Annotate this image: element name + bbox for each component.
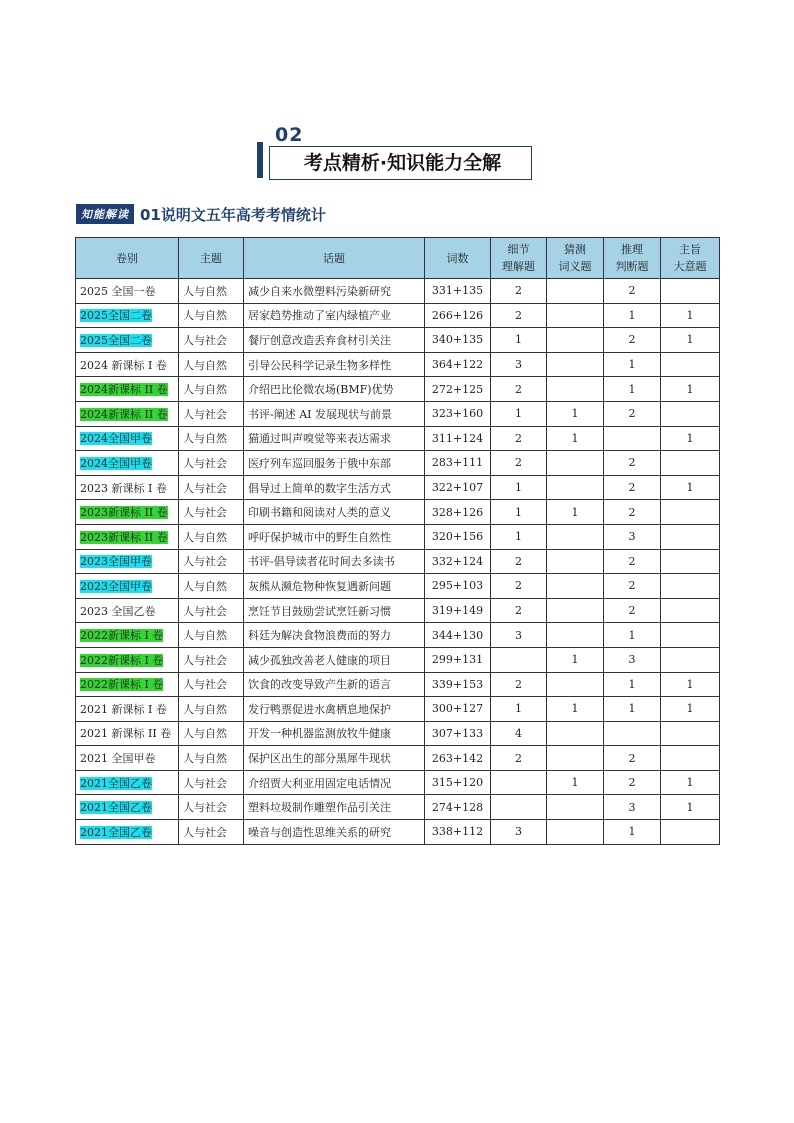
cell-theme: 人与社会: [179, 500, 244, 525]
cell-detail: [491, 795, 547, 820]
cell-detail: 3: [491, 623, 547, 648]
cell-main: 1: [661, 672, 720, 697]
cell-topic: 介绍巴比伦微农场(BMF)优势: [244, 377, 425, 402]
cell-words: 319+149: [425, 598, 491, 623]
cell-infer: 2: [604, 279, 661, 304]
cell-guess: 1: [547, 426, 604, 451]
cell-detail: 2: [491, 672, 547, 697]
paper-name: 全国甲卷: [108, 456, 152, 470]
cell-detail: 3: [491, 352, 547, 377]
paper-year: 2025: [80, 284, 108, 298]
paper-year: 2023: [80, 530, 108, 544]
cell-detail: 2: [491, 451, 547, 476]
paper-name: 全国甲卷: [111, 752, 156, 766]
cell-main: [661, 451, 720, 476]
table-row: [76, 328, 720, 353]
cell-topic: 科廷为解决食物浪费而的努力: [244, 623, 425, 648]
cell-paper: [76, 598, 179, 623]
cell-main: 1: [661, 697, 720, 722]
table-row: [76, 672, 720, 697]
cell-theme: 人与自然: [179, 746, 244, 771]
cell-detail: 1: [491, 475, 547, 500]
paper-year: 2024: [80, 456, 108, 470]
cell-detail: 2: [491, 426, 547, 451]
cell-words: 299+131: [425, 647, 491, 672]
cell-main: [661, 574, 720, 599]
cell-infer: 2: [604, 770, 661, 795]
cell-theme: 人与社会: [179, 328, 244, 353]
cell-detail: 2: [491, 303, 547, 328]
paper-year: 2025: [80, 309, 108, 323]
cell-paper: [76, 746, 179, 771]
paper-year: 2021: [80, 702, 108, 716]
cell-infer: 2: [604, 598, 661, 623]
cell-detail: 3: [491, 820, 547, 845]
header-topic: 话题: [244, 238, 425, 279]
cell-topic: 噪音与创造性思维关系的研究: [244, 820, 425, 845]
cell-infer: 1: [604, 820, 661, 845]
cell-main: [661, 279, 720, 304]
paper-year: 2021: [80, 727, 108, 741]
cell-main: [661, 524, 720, 549]
cell-words: 364+122: [425, 352, 491, 377]
cell-paper: [76, 623, 179, 648]
cell-theme: 人与自然: [179, 303, 244, 328]
cell-main: [661, 623, 720, 648]
paper-year: 2023: [80, 506, 108, 520]
cell-detail: 2: [491, 598, 547, 623]
header-words: 词数: [425, 238, 491, 279]
cell-theme: 人与自然: [179, 623, 244, 648]
cell-main: 1: [661, 475, 720, 500]
cell-infer: 2: [604, 549, 661, 574]
paper-year: 2022: [80, 629, 108, 643]
cell-guess: [547, 475, 604, 500]
cell-theme: 人与自然: [179, 352, 244, 377]
table-row: [76, 475, 720, 500]
table-header-row: [76, 238, 720, 279]
cell-theme: 人与自然: [179, 721, 244, 746]
cell-infer: 2: [604, 746, 661, 771]
paper-name: 新课标 I 卷: [111, 702, 167, 716]
table-row: [76, 352, 720, 377]
cell-paper: [76, 721, 179, 746]
cell-guess: [547, 623, 604, 648]
cell-main: [661, 746, 720, 771]
cell-detail: 2: [491, 746, 547, 771]
cell-topic: 倡导过上简单的数字生活方式: [244, 475, 425, 500]
paper-name: 新课标 I 卷: [108, 653, 164, 667]
cell-theme: 人与自然: [179, 697, 244, 722]
paper-name: 全国甲卷: [108, 432, 152, 446]
cell-paper: [76, 574, 179, 599]
cell-words: 323+160: [425, 401, 491, 426]
cell-main: 1: [661, 377, 720, 402]
paper-year: 2024: [80, 358, 108, 372]
cell-theme: 人与社会: [179, 598, 244, 623]
cell-guess: [547, 279, 604, 304]
cell-topic: 烹饪节目鼓励尝试烹饪新习惯: [244, 598, 425, 623]
cell-words: 332+124: [425, 549, 491, 574]
cell-paper: [76, 426, 179, 451]
table-row: [76, 598, 720, 623]
exam-stats-table: [75, 237, 720, 845]
table-row: [76, 451, 720, 476]
cell-theme: 人与社会: [179, 647, 244, 672]
cell-theme: 人与社会: [179, 770, 244, 795]
cell-topic: 开发一种机器监测放牧牛健康: [244, 721, 425, 746]
cell-detail: [491, 770, 547, 795]
cell-words: 331+135: [425, 279, 491, 304]
cell-guess: [547, 451, 604, 476]
cell-guess: [547, 721, 604, 746]
cell-topic: 印刷书籍和阅读对人类的意义: [244, 500, 425, 525]
paper-year: 2021: [80, 752, 108, 766]
cell-detail: 1: [491, 697, 547, 722]
cell-guess: [547, 549, 604, 574]
cell-main: 1: [661, 795, 720, 820]
table-row: [76, 279, 720, 304]
cell-words: 295+103: [425, 574, 491, 599]
cell-topic: 保护区出生的部分黑犀牛现状: [244, 746, 425, 771]
cell-theme: 人与社会: [179, 451, 244, 476]
banner-title: 考点精析·知识能力全解: [303, 152, 502, 174]
cell-main: 1: [661, 426, 720, 451]
cell-words: 311+124: [425, 426, 491, 451]
cell-main: 1: [661, 770, 720, 795]
cell-detail: 1: [491, 401, 547, 426]
paper-name: 全国二卷: [108, 333, 152, 347]
cell-main: [661, 820, 720, 845]
cell-guess: [547, 352, 604, 377]
cell-paper: [76, 770, 179, 795]
cell-paper: [76, 401, 179, 426]
cell-guess: [547, 820, 604, 845]
paper-name: 全国二卷: [108, 309, 152, 323]
section-banner: [257, 124, 539, 184]
cell-topic: 塑料垃圾制作雕塑作品引关注: [244, 795, 425, 820]
cell-paper: [76, 377, 179, 402]
table-row: [76, 746, 720, 771]
cell-guess: 1: [547, 401, 604, 426]
paper-year: 2021: [80, 801, 108, 815]
cell-theme: 人与自然: [179, 524, 244, 549]
table-row: [76, 500, 720, 525]
cell-paper: [76, 647, 179, 672]
table-row: [76, 426, 720, 451]
table-row: [76, 721, 720, 746]
table-row: [76, 697, 720, 722]
cell-main: [661, 598, 720, 623]
paper-name: 全国乙卷: [108, 801, 152, 815]
cell-paper: [76, 549, 179, 574]
paper-year: 2023: [80, 555, 108, 569]
header-theme: 主题: [179, 238, 244, 279]
cell-topic: 减少自来水微塑料污染新研究: [244, 279, 425, 304]
cell-infer: 2: [604, 574, 661, 599]
paper-name: 新课标 II 卷: [108, 530, 168, 544]
cell-guess: [547, 672, 604, 697]
paper-name: 新课标 I 卷: [111, 358, 167, 372]
cell-main: [661, 721, 720, 746]
cell-guess: 1: [547, 647, 604, 672]
paper-year: 2024: [80, 432, 108, 446]
cell-theme: 人与社会: [179, 401, 244, 426]
cell-theme: 人与自然: [179, 574, 244, 599]
cell-words: 283+111: [425, 451, 491, 476]
cell-detail: 2: [491, 549, 547, 574]
cell-topic: 发行鸭票促进水禽栖息地保护: [244, 697, 425, 722]
cell-infer: 3: [604, 795, 661, 820]
cell-words: 307+133: [425, 721, 491, 746]
cell-words: 338+112: [425, 820, 491, 845]
cell-paper: [76, 352, 179, 377]
cell-infer: 1: [604, 377, 661, 402]
cell-detail: 4: [491, 721, 547, 746]
header-paper: 卷别: [76, 238, 179, 279]
cell-guess: 1: [547, 500, 604, 525]
cell-paper: [76, 524, 179, 549]
cell-infer: 2: [604, 328, 661, 353]
table-row: [76, 770, 720, 795]
cell-detail: 2: [491, 574, 547, 599]
paper-year: 2024: [80, 383, 108, 397]
paper-name: 新课标 II 卷: [111, 727, 172, 741]
paper-year: 2022: [80, 678, 108, 692]
table-row: [76, 820, 720, 845]
cell-words: 300+127: [425, 697, 491, 722]
cell-infer: 3: [604, 647, 661, 672]
table-row: [76, 303, 720, 328]
cell-words: 266+126: [425, 303, 491, 328]
cell-words: 315+120: [425, 770, 491, 795]
cell-topic: 引导公民科学记录生物多样性: [244, 352, 425, 377]
paper-year: 2021: [80, 776, 108, 790]
cell-detail: 2: [491, 377, 547, 402]
cell-paper: [76, 500, 179, 525]
paper-name: 全国乙卷: [108, 776, 152, 790]
cell-main: 1: [661, 328, 720, 353]
cell-infer: 2: [604, 500, 661, 525]
cell-topic: 灰熊从濒危物种恢复遇新问题: [244, 574, 425, 599]
cell-words: 344+130: [425, 623, 491, 648]
cell-paper: [76, 279, 179, 304]
cell-theme: 人与社会: [179, 672, 244, 697]
header-detail: 细节 理解题: [491, 238, 547, 279]
cell-detail: 1: [491, 524, 547, 549]
paper-name: 新课标 II 卷: [108, 383, 168, 397]
cell-paper: [76, 303, 179, 328]
cell-topic: 居家趋势推动了室内绿植产业: [244, 303, 425, 328]
cell-infer: 3: [604, 524, 661, 549]
cell-paper: [76, 672, 179, 697]
paper-name: 新课标 II 卷: [108, 506, 168, 520]
cell-topic: 书评-倡导读者花时间去多读书: [244, 549, 425, 574]
cell-theme: 人与自然: [179, 279, 244, 304]
cell-infer: 1: [604, 352, 661, 377]
cell-theme: 人与社会: [179, 795, 244, 820]
paper-name: 新课标 II 卷: [108, 407, 168, 421]
cell-infer: 2: [604, 401, 661, 426]
paper-name: 全国乙卷: [111, 604, 156, 618]
cell-main: [661, 401, 720, 426]
cell-infer: 2: [604, 475, 661, 500]
cell-main: [661, 500, 720, 525]
cell-topic: 呼吁保护城市中的野生自然性: [244, 524, 425, 549]
cell-infer: [604, 721, 661, 746]
paper-year: 2025: [80, 333, 108, 347]
cell-paper: [76, 795, 179, 820]
cell-words: 274+128: [425, 795, 491, 820]
cell-words: 263+142: [425, 746, 491, 771]
paper-name: 全国一卷: [111, 284, 156, 298]
cell-infer: 1: [604, 697, 661, 722]
header-guess: 猜测 词义题: [547, 238, 604, 279]
cell-words: 272+125: [425, 377, 491, 402]
paper-year: 2023: [80, 579, 108, 593]
cell-paper: [76, 328, 179, 353]
cell-guess: 1: [547, 770, 604, 795]
cell-guess: [547, 746, 604, 771]
cell-words: 328+126: [425, 500, 491, 525]
cell-paper: [76, 451, 179, 476]
cell-infer: 2: [604, 451, 661, 476]
cell-guess: [547, 598, 604, 623]
cell-guess: [547, 377, 604, 402]
header-main: 主旨 大意题: [661, 238, 720, 279]
banner-number: 02: [275, 124, 304, 146]
cell-words: 340+135: [425, 328, 491, 353]
cell-main: [661, 647, 720, 672]
header-infer: 推理 判断题: [604, 238, 661, 279]
cell-topic: 减少孤独改善老人健康的项目: [244, 647, 425, 672]
cell-guess: [547, 574, 604, 599]
table-row: [76, 574, 720, 599]
section-title: 01说明文五年高考考情统计: [140, 205, 326, 224]
cell-guess: 1: [547, 697, 604, 722]
cell-detail: [491, 647, 547, 672]
cell-topic: 饮食的改变导致产生新的语言: [244, 672, 425, 697]
cell-infer: [604, 426, 661, 451]
cell-infer: 1: [604, 303, 661, 328]
cell-paper: [76, 820, 179, 845]
cell-detail: 2: [491, 279, 547, 304]
paper-year: 2023: [80, 481, 108, 495]
cell-guess: [547, 795, 604, 820]
cell-detail: 1: [491, 500, 547, 525]
cell-paper: [76, 475, 179, 500]
cell-detail: 1: [491, 328, 547, 353]
cell-guess: [547, 328, 604, 353]
cell-guess: [547, 303, 604, 328]
table-row: [76, 377, 720, 402]
cell-infer: 1: [604, 623, 661, 648]
cell-topic: 餐厅创意改造丢弃食材引关注: [244, 328, 425, 353]
table-row: [76, 524, 720, 549]
cell-words: 320+156: [425, 524, 491, 549]
cell-theme: 人与社会: [179, 475, 244, 500]
table-row: [76, 401, 720, 426]
paper-name: 全国乙卷: [108, 825, 152, 839]
table-row: [76, 623, 720, 648]
cell-guess: [547, 524, 604, 549]
paper-name: 新课标 I 卷: [108, 629, 164, 643]
cell-theme: 人与社会: [179, 549, 244, 574]
table-row: [76, 795, 720, 820]
cell-words: 322+107: [425, 475, 491, 500]
cell-topic: 书评-阐述 AI 发展现状与前景: [244, 401, 425, 426]
banner-accent-bar: [257, 142, 263, 178]
cell-paper: [76, 697, 179, 722]
cell-topic: 猫通过叫声嗅觉等来表达需求: [244, 426, 425, 451]
paper-name: 全国甲卷: [108, 555, 152, 569]
cell-topic: 介绍贾大利亚用固定电话情况: [244, 770, 425, 795]
cell-theme: 人与自然: [179, 377, 244, 402]
paper-year: 2024: [80, 407, 108, 421]
cell-theme: 人与社会: [179, 820, 244, 845]
paper-name: 全国甲卷: [108, 579, 152, 593]
cell-topic: 医疗列车巡回服务于俄中东部: [244, 451, 425, 476]
paper-year: 2021: [80, 825, 108, 839]
table-row: [76, 647, 720, 672]
cell-main: [661, 352, 720, 377]
cell-main: 1: [661, 303, 720, 328]
paper-name: 新课标 I 卷: [108, 678, 164, 692]
cell-theme: 人与自然: [179, 426, 244, 451]
paper-name: 新课标 I 卷: [111, 481, 167, 495]
paper-year: 2023: [80, 604, 108, 618]
cell-words: 339+153: [425, 672, 491, 697]
cell-main: [661, 549, 720, 574]
paper-year: 2022: [80, 653, 108, 667]
section-tag: 知能解读: [76, 204, 134, 224]
table-row: [76, 549, 720, 574]
cell-infer: 1: [604, 672, 661, 697]
section-heading: [76, 203, 326, 225]
